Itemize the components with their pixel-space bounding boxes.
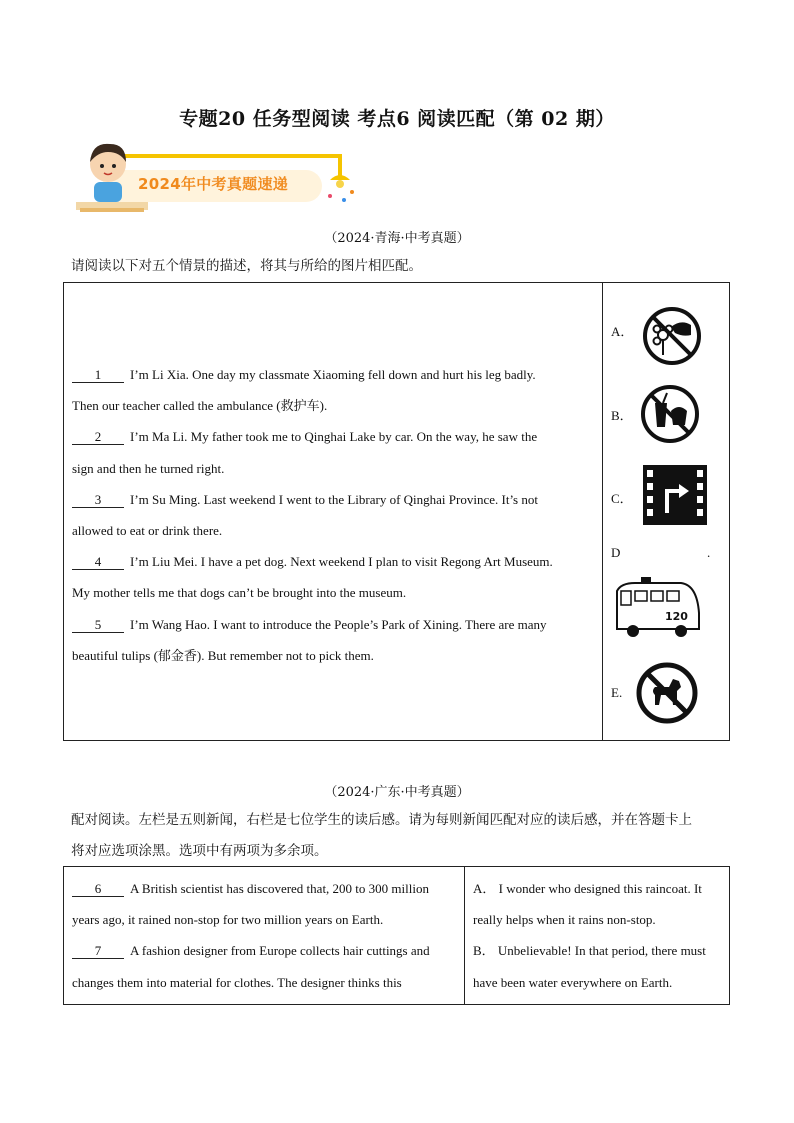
passage-1-line1: 1 I’m Li Xia. One day my classmate Xiaoming fell down and hurt his leg badly. — [72, 359, 594, 390]
no-picking-flowers-icon — [641, 305, 703, 367]
no-food-drink-icon — [639, 383, 701, 445]
option-d-dot: . — [707, 545, 711, 560]
banner-title: 2024年中考真题速递 — [138, 175, 289, 193]
answer-blank[interactable]: 2 — [72, 430, 124, 445]
banner — [72, 140, 362, 220]
comments-column — [465, 867, 730, 1005]
section1-source: （2024·青海·中考真题） — [324, 231, 470, 246]
turn-right-sign-icon — [643, 465, 707, 525]
news-column — [64, 867, 465, 1005]
news-7-line2: changes them into material for clothes. The designer thinks this — [72, 974, 402, 990]
passage-1-line2: Then our teacher called the ambulance (救护车). — [72, 398, 328, 414]
news-6-line1: 6 A British scientist has discovered that, 200 to 300 million — [72, 873, 456, 904]
news-6-line2: years ago, it rained non-stop for two million years on Earth. — [72, 912, 384, 928]
news-7-line1: 7 A fashion designer from Europe collects hair cuttings and — [72, 935, 456, 966]
passages-cell — [64, 283, 603, 741]
answer-blank[interactable]: 7 — [72, 944, 124, 959]
comment-a-line2: really helps when it rains non-stop. — [473, 912, 656, 928]
section2-instruction: 配对阅读。左栏是五则新闻，右栏是七位学生的读后感。请为每则新闻匹配对应的读后感，并在答题卡上 将对应选项涂黑。选项中有两项为多余项。 — [71, 812, 692, 859]
comment-b-line2: have been water everywhere on Earth. — [473, 974, 673, 990]
section2-source: （2024·广东·中考真题） — [324, 785, 470, 800]
passage-5-line2: beautiful tulips (郁金香). But remember not to pick them. — [72, 647, 374, 663]
answer-blank[interactable]: 3 — [72, 493, 124, 508]
matching-table-2 — [63, 866, 730, 1005]
page-title: 专题20 任务型阅读 考点6 阅读匹配（第 02 期） — [179, 108, 615, 130]
section1-instruction: 请阅读以下对五个情景的描述，将其与所给的图片相匹配。 — [71, 258, 422, 274]
comment-b-line1: B． Unbelievable! In that period, there must — [473, 943, 706, 959]
passage-5-line1: 5 I’m Wang Hao. I want to introduce the People’s Park of Xining. There are many — [72, 609, 594, 640]
ambulance-icon — [611, 577, 703, 643]
passage-2-line2: sign and then he turned right. — [72, 460, 225, 476]
passage-3-line2: allowed to eat or drink there. — [72, 523, 223, 539]
passage-4-line2: My mother tells me that dogs can’t be brought into the museum. — [72, 585, 407, 601]
option-b-label: B． — [611, 408, 633, 423]
comment-a-line1: A． I wonder who designed this raincoat. It — [473, 881, 702, 896]
answer-blank[interactable]: 5 — [72, 618, 124, 633]
option-d-label: D — [611, 545, 621, 560]
passage-3-line1: 3 I’m Su Ming. Last weekend I went to the Library of Qinghai Province. It’s not — [72, 484, 594, 515]
passage-2-line1: 2 I’m Ma Li. My father took me to Qinghai Lake by car. On the way, he saw the — [72, 421, 594, 452]
option-c-label: C． — [611, 491, 633, 506]
pictures-cell — [603, 283, 730, 741]
answer-blank[interactable]: 6 — [72, 882, 124, 897]
answer-blank[interactable]: 4 — [72, 555, 124, 570]
matching-table-1 — [63, 282, 730, 741]
no-dogs-icon — [635, 661, 699, 725]
answer-blank[interactable]: 1 — [72, 368, 124, 383]
option-a-label: A． — [611, 324, 634, 339]
svg-text:120: 120 — [665, 610, 688, 623]
passage-4-line1: 4 I’m Liu Mei. I have a pet dog. Next weekend I plan to visit Regong Art Museum. — [72, 546, 594, 577]
option-e-label: E. — [611, 685, 623, 700]
